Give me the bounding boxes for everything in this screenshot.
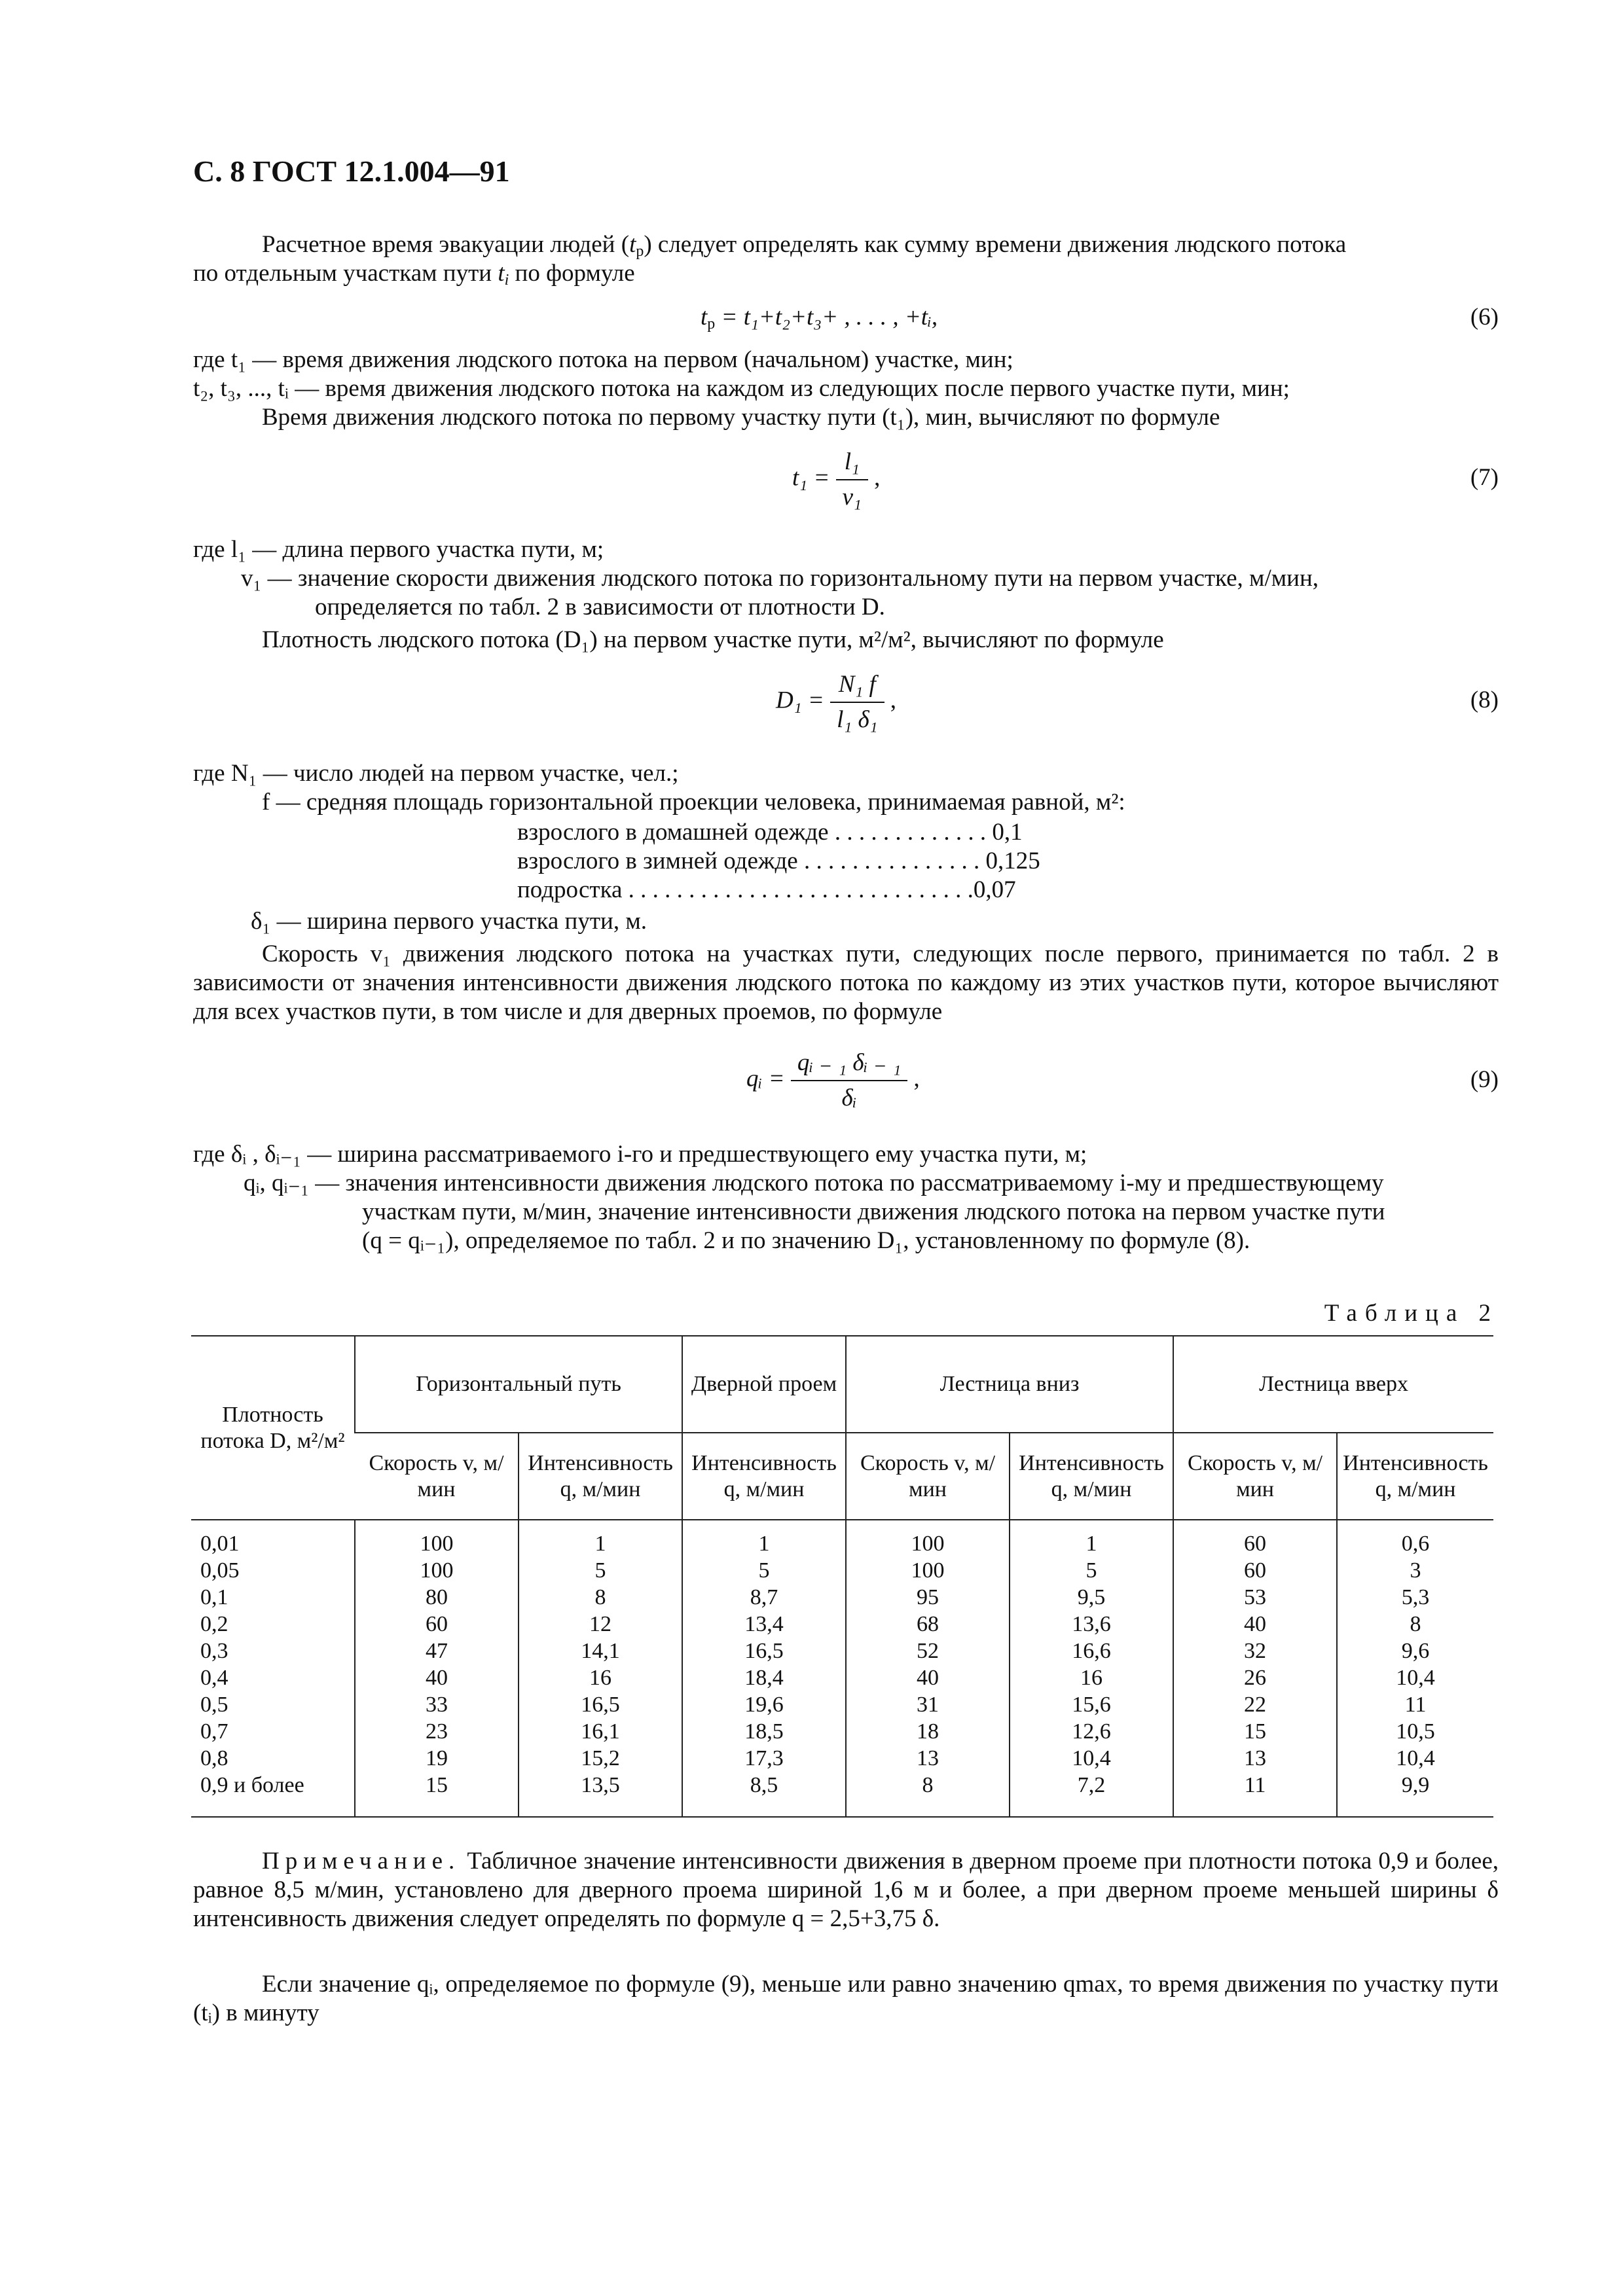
where-7-line-1: где l₁ — длина первого участка пути, м; bbox=[193, 536, 604, 563]
table-subheader: Скорость v, м/мин bbox=[355, 1433, 519, 1520]
table-cell: 0,7 bbox=[200, 1719, 228, 1744]
table-cell: 11 bbox=[1173, 1772, 1337, 1817]
table-cell: 80 bbox=[355, 1585, 519, 1611]
area-item-value: 0,125 bbox=[985, 848, 1040, 874]
table-cell: 9,5 bbox=[1010, 1585, 1173, 1611]
table-subheader: Интенсивность q, м/мин bbox=[1010, 1433, 1173, 1520]
table-row bbox=[191, 1665, 1493, 1692]
table-subheader: Скорость v, м/мин bbox=[846, 1433, 1010, 1520]
table-cell: 15 bbox=[355, 1772, 519, 1817]
table-cell: 8 bbox=[846, 1772, 1010, 1817]
p1-part-c: по отдельным участкам пути bbox=[193, 260, 498, 287]
table-cell: 31 bbox=[846, 1692, 1010, 1719]
f9-denominator: δᵢ bbox=[841, 1085, 857, 1111]
table-2 bbox=[191, 1335, 1493, 1818]
area-item-label: подростка . . . . . . . . . . . . . . . . . . . . . . . . . . . . . bbox=[517, 876, 974, 903]
table-cell: 10,5 bbox=[1337, 1719, 1493, 1746]
table-cell: 1 bbox=[682, 1520, 846, 1558]
f6-rhs: = t₁+t₂+t₃+ , . . . , +tᵢ, bbox=[721, 304, 938, 331]
table-cell: 12,6 bbox=[1010, 1719, 1173, 1746]
table-cell: 23 bbox=[355, 1719, 519, 1746]
formula-8: D₁ = $\frac{\text{N₁ f}}{\text{l₁ δ₁}}$ , bbox=[776, 668, 896, 737]
table-cell: 100 bbox=[355, 1558, 519, 1585]
table-cell: 0,8 bbox=[200, 1746, 228, 1770]
table-cell: 18,4 bbox=[682, 1665, 846, 1692]
table-cell: 11 bbox=[1337, 1692, 1493, 1719]
table-cell: 13 bbox=[846, 1746, 1010, 1772]
table-cell: 19 bbox=[355, 1746, 519, 1772]
delta-definition: δ₁ — ширина первого участка пути, м. bbox=[251, 908, 647, 935]
equation-number-9: (9) bbox=[1470, 1066, 1499, 1093]
table-cell: 40 bbox=[1173, 1611, 1337, 1638]
table-cell: 12 bbox=[519, 1611, 682, 1638]
table-cell: 13,6 bbox=[1010, 1611, 1173, 1638]
table-cell: 13,5 bbox=[519, 1772, 682, 1817]
table-header-group: Лестница вверх bbox=[1173, 1336, 1493, 1433]
table-cell: 68 bbox=[846, 1611, 1010, 1638]
f8-numerator: N₁ f bbox=[830, 668, 884, 703]
table-cell: 0,4 bbox=[200, 1666, 228, 1690]
table-row bbox=[191, 1772, 1493, 1817]
area-list-item bbox=[517, 818, 1023, 847]
table-cell: 5 bbox=[519, 1558, 682, 1585]
area-list-item bbox=[517, 847, 1040, 876]
table-cell: 15 bbox=[1173, 1719, 1337, 1746]
table-cell: 95 bbox=[846, 1585, 1010, 1611]
paragraph-5: Если значение qᵢ, определяемое по формуле (9), меньше или равно значению qmax, то время движения по участку пути (tᵢ) в минуту bbox=[193, 1971, 1499, 2026]
paragraph-4: Скорость v₁ движения людского потока на участках пути, следующих после первого, принимается по табл. 2 в зависимости от значения интенсивности движения людского потока по каждому из этих участков пути, которое вычисляют для всех участков пути, в том числе и для дверных проемов, по формуле bbox=[193, 941, 1499, 1025]
table-cell: 40 bbox=[355, 1665, 519, 1692]
table-cell: 26 bbox=[1173, 1665, 1337, 1692]
area-item-value: 0,07 bbox=[973, 876, 1016, 903]
table-cell: 60 bbox=[355, 1611, 519, 1638]
table-cell: 100 bbox=[846, 1520, 1010, 1558]
where-6-line-2: t₂, t₃, ..., tᵢ — время движения людского потока на каждом из следующих после первого участке пути, мин; bbox=[193, 375, 1290, 402]
page-header: С. 8 ГОСТ 12.1.004—91 bbox=[193, 154, 510, 188]
table-subheader: Интенсивность q, м/мин bbox=[1337, 1433, 1493, 1520]
paragraph-1-line-2: по отдельным участкам пути $t_i$ по формуле bbox=[193, 260, 635, 289]
formula-9: qᵢ = $\frac{\text{qᵢ ₋ ₁ δᵢ ₋ ₁}}{\text{δᵢ}}$ , bbox=[746, 1046, 920, 1115]
table-cell: 47 bbox=[355, 1638, 519, 1665]
table-cell: 10,4 bbox=[1337, 1665, 1493, 1692]
where-7-line-3: определяется по табл. 2 в зависимости от плотности D. bbox=[315, 594, 885, 620]
table-cell: 60 bbox=[1173, 1558, 1337, 1585]
table-cell: 18 bbox=[846, 1719, 1010, 1746]
table-header-density: Плотность потока D, м²/м² bbox=[191, 1336, 355, 1520]
f8-lhs: D₁ = bbox=[776, 687, 824, 714]
table-row bbox=[191, 1638, 1493, 1665]
where-9-line-2: qᵢ, qᵢ₋₁ — значения интенсивности движения людского потока по рассматриваемому i-му и предшествующему bbox=[244, 1170, 1384, 1196]
where-9-line-1: где δᵢ , δᵢ₋₁ — ширина рассматриваемого i-го и предшествующего ему участка пути, м; bbox=[193, 1141, 1087, 1168]
table-cell: 0,6 bbox=[1337, 1520, 1493, 1558]
where-8-line-2: f — средняя площадь горизонтальной проекции человека, принимаемая равной, м²: bbox=[262, 789, 1125, 816]
f7-numerator: l₁ bbox=[836, 445, 868, 480]
table-cell: 13,4 bbox=[682, 1611, 846, 1638]
table-cell: 33 bbox=[355, 1692, 519, 1719]
table-cell: 8,7 bbox=[682, 1585, 846, 1611]
table-cell: 16,1 bbox=[519, 1719, 682, 1746]
where-8-line-1: где N₁ — число людей на первом участке, чел.; bbox=[193, 760, 679, 787]
table-cell: 60 bbox=[1173, 1520, 1337, 1558]
table-row bbox=[191, 1611, 1493, 1638]
paragraph-1-line-1: Расчетное время эвакуации людей $(t_р)$ следует определять как сумму времени движения людского потока bbox=[262, 231, 1347, 260]
table-row bbox=[191, 1585, 1493, 1611]
table-cell: 5,3 bbox=[1337, 1585, 1493, 1611]
table-body bbox=[191, 1520, 1493, 1817]
p1-part-d: по формуле bbox=[509, 260, 635, 287]
table-cell: 7,2 bbox=[1010, 1772, 1173, 1817]
f7-lhs: t₁ = bbox=[792, 464, 830, 492]
f9-lhs: qᵢ = bbox=[746, 1065, 785, 1092]
table-cell: 16,5 bbox=[682, 1638, 846, 1665]
note-label: Примечание. bbox=[262, 1848, 461, 1874]
where-9-line-3: участкам пути, м/мин, значение интенсивности движения людского потока на первом участке пути bbox=[362, 1198, 1385, 1225]
table-cell: 9,9 bbox=[1337, 1772, 1493, 1817]
table-subheader: Интенсивность q, м/мин bbox=[682, 1433, 846, 1520]
table-cell: 0,05 bbox=[200, 1558, 240, 1583]
table-cell: 3 bbox=[1337, 1558, 1493, 1585]
p1-part-a: Расчетное время эвакуации людей ( bbox=[262, 231, 630, 258]
table-cell: 17,3 bbox=[682, 1746, 846, 1772]
f8-denominator: l₁ δ₁ bbox=[837, 706, 878, 733]
table-cell: 16,6 bbox=[1010, 1638, 1173, 1665]
table-cell: 0,1 bbox=[200, 1585, 228, 1609]
table-cell: 16 bbox=[519, 1665, 682, 1692]
table-cell: 1 bbox=[519, 1520, 682, 1558]
table-cell: 16 bbox=[1010, 1665, 1173, 1692]
table-cell: 19,6 bbox=[682, 1692, 846, 1719]
f6-lhs: t bbox=[701, 304, 708, 331]
table-cell: 13 bbox=[1173, 1746, 1337, 1772]
table-row bbox=[191, 1558, 1493, 1585]
table-cell: 0,01 bbox=[200, 1532, 240, 1556]
table-cell: 0,3 bbox=[200, 1639, 228, 1663]
table-row bbox=[191, 1719, 1493, 1746]
table-header-group: Дверной проем bbox=[682, 1336, 846, 1433]
table-cell: 5 bbox=[682, 1558, 846, 1585]
table-cell: 100 bbox=[846, 1558, 1010, 1585]
table-cell: 32 bbox=[1173, 1638, 1337, 1665]
where-7-line-2: v₁ — значение скорости движения людского потока по горизонтальному пути на первом участке, м/мин, bbox=[241, 565, 1319, 592]
table-cell: 15,6 bbox=[1010, 1692, 1173, 1719]
table-cell: 8 bbox=[1337, 1611, 1493, 1638]
f9-fraction bbox=[791, 1046, 907, 1115]
area-item-label: взрослого в зимней одежде . . . . . . . . . . . . . . . bbox=[517, 848, 980, 874]
table-cell: 10,4 bbox=[1010, 1746, 1173, 1772]
table-subheader: Скорость v, м/мин bbox=[1173, 1433, 1337, 1520]
p1-part-b: ) следует определять как сумму времени движения людского потока bbox=[644, 231, 1347, 258]
table-cell: 0,2 bbox=[200, 1612, 228, 1636]
f7-fraction bbox=[836, 445, 868, 514]
table-cell: 52 bbox=[846, 1638, 1010, 1665]
equation-number-6: (6) bbox=[1470, 304, 1499, 331]
table-cell: 8,5 bbox=[682, 1772, 846, 1817]
table-cell: 10,4 bbox=[1337, 1746, 1493, 1772]
table-cell: 40 bbox=[846, 1665, 1010, 1692]
paragraph-3: Плотность людского потока (D₁) на первом участке пути, м²/м², вычисляют по формуле bbox=[262, 626, 1164, 653]
equation-number-7: (7) bbox=[1470, 464, 1499, 491]
table-row bbox=[191, 1692, 1493, 1719]
table-cell: 0,5 bbox=[200, 1693, 228, 1717]
f6-lhs-sub: р bbox=[707, 315, 716, 332]
table-cell: 16,5 bbox=[519, 1692, 682, 1719]
table-cell: 18,5 bbox=[682, 1719, 846, 1746]
table-cell: 8 bbox=[519, 1585, 682, 1611]
where-9-line-4: (q = qᵢ₋₁), определяемое по табл. 2 и по значению D₁, установленному по формуле (8). bbox=[362, 1227, 1250, 1254]
table-caption: Таблица 2 bbox=[1324, 1300, 1499, 1327]
table-cell: 9,6 bbox=[1337, 1638, 1493, 1665]
f8-fraction bbox=[830, 668, 884, 737]
table-header-group: Горизонтальный путь bbox=[355, 1336, 682, 1433]
table-cell: 100 bbox=[355, 1520, 519, 1558]
note-text: Табличное значение интенсивности движения в дверном проеме при плотности потока 0,9 и более, равное 8,5 м/мин, установлено для дверного проема шириной 1,6 м и более, а при дверном проеме меньшей ширины δ интенсивность движения следует определять по формуле q = 2,5+3,75 δ. bbox=[193, 1848, 1499, 1932]
f9-numerator: qᵢ ₋ ₁ δᵢ ₋ ₁ bbox=[791, 1046, 907, 1081]
table-cell: 1 bbox=[1010, 1520, 1173, 1558]
f7-denominator: v₁ bbox=[842, 484, 862, 511]
table-cell: 15,2 bbox=[519, 1746, 682, 1772]
table-cell: 5 bbox=[1010, 1558, 1173, 1585]
table-subheader: Интенсивность q, м/мин bbox=[519, 1433, 682, 1520]
table-row bbox=[191, 1520, 1493, 1558]
table-cell: 14,1 bbox=[519, 1638, 682, 1665]
where-6-line-1: где t₁ — время движения людского потока на первом (начальном) участке, мин; bbox=[193, 346, 1013, 373]
area-item-value: 0,1 bbox=[992, 819, 1023, 846]
area-list-item bbox=[517, 876, 1016, 905]
table-cell: 22 bbox=[1173, 1692, 1337, 1719]
table-row bbox=[191, 1746, 1493, 1772]
equation-number-8: (8) bbox=[1470, 687, 1499, 713]
table-note bbox=[193, 1847, 1499, 1933]
table-header-group: Лестница вниз bbox=[846, 1336, 1173, 1433]
formula-6 bbox=[701, 303, 938, 331]
formula-7: t₁ = $\frac{\text{l₁}}{\text{v₁}}$ , bbox=[792, 445, 880, 514]
area-item-label: взрослого в домашней одежде . . . . . . . . . . . . . bbox=[517, 819, 987, 846]
table-cell: 53 bbox=[1173, 1585, 1337, 1611]
table-cell: 0,9 и более bbox=[191, 1772, 355, 1817]
paragraph-2: Время движения людского потока по первому участку пути (t₁), мин, вычисляют по формуле bbox=[262, 404, 1220, 431]
